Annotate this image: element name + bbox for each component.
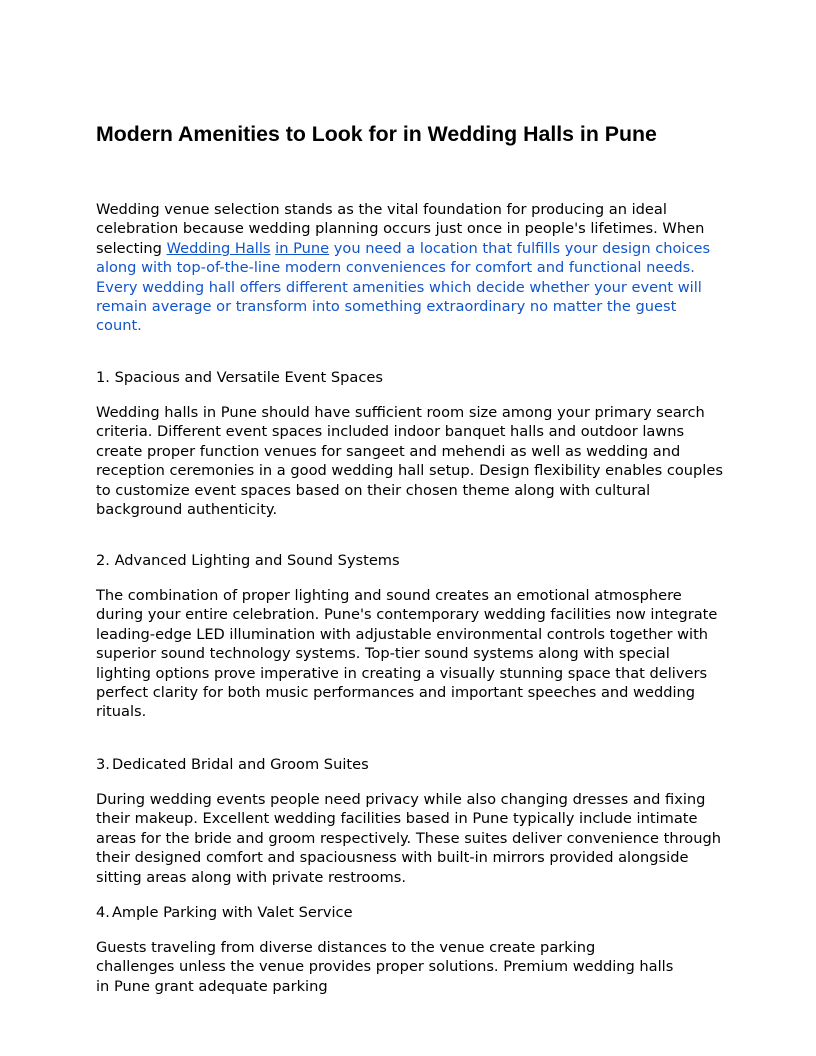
in-pune-link[interactable]: in Pune xyxy=(275,239,330,257)
page-title: Modern Amenities to Look for in Wedding Halls in Pune xyxy=(96,122,657,146)
section-body: Wedding halls in Pune should have sufficient room size among your primary search criteria. Different event spaces included indoor banquet halls and outdoor lawns create proper function venues for sangeet and mehendi as well as wedding and reception ceremonies in a good wedding hall setup. Design flexibility enables couples to customize event spaces based on their chosen theme along with cultural background authenticity. xyxy=(96,404,723,519)
intro-text-blue: you need a location that fulfills your design choices along with top-of-the-line modern conveniences for comfort and functional needs. Every wedding hall offers different amenities which decide whether your event will remain average or transform into something extraordinary no matter the guest count. xyxy=(96,239,711,335)
list-number: 4. xyxy=(96,904,110,921)
section-body: The combination of proper lighting and sound creates an emotional atmosphere during your entire celebration. Pune's contemporary wedding facilities now integrate leading-edge LED illumination with adjustable environmental controls together with superior sound technology systems. Top-tier sound systems along with special lighting options prove imperative in creating a visually stunning space that delivers perfect clarity for both music performances and important speeches and wedding rituals. xyxy=(96,587,718,721)
section-heading: 1. Spacious and Versatile Event Spaces xyxy=(96,369,383,386)
section-heading xyxy=(96,903,726,922)
body-line: challenges unless the venue provides proper solutions. Premium wedding halls xyxy=(96,958,674,976)
intro-paragraph xyxy=(96,200,726,336)
section-heading: 2. Advanced Lighting and Sound Systems xyxy=(96,552,400,569)
section-heading-text: Ample Parking with Valet Service xyxy=(111,904,353,921)
intro-text: Wedding venue selection stands as the vital foundation for producing an ideal celebration because wedding planning occurs just once in people's lifetimes. When selecting xyxy=(96,201,705,257)
wedding-halls-link[interactable]: Wedding Halls xyxy=(166,239,271,257)
section-body xyxy=(96,938,726,996)
body-line: in Pune grant adequate parking xyxy=(96,977,328,995)
list-number: 3. xyxy=(96,756,110,773)
section-body: During wedding events people need privacy while also changing dresses and fixing their makeup. Excellent wedding facilities based in Pune typically include intimate areas for the bride and groom respectively. These suites deliver convenience through their designed comfort and spaciousness with built-in mirrors provided alongside sitting areas along with private restrooms. xyxy=(96,791,721,886)
section-heading-text: Dedicated Bridal and Groom Suites xyxy=(111,756,369,773)
body-line: Guests traveling from diverse distances to the venue create parking xyxy=(96,939,596,956)
section-heading xyxy=(96,755,726,774)
